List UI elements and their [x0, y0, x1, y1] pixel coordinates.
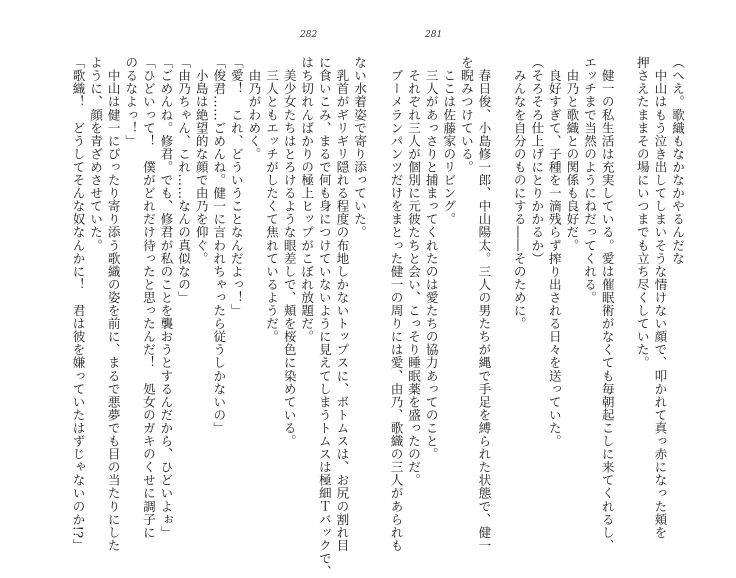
- text-line: 良好すぎて、子種を一滴残らず搾り出される日々を送っていた。: [546, 56, 562, 448]
- text-line: 小島は絶望的な顔で由乃を仰ぐ。: [193, 56, 209, 265]
- text-line: を睨みつけている。: [458, 56, 474, 174]
- text-line: 乳首がギリギリ隠れる程度の布地しかないトップスに、ボトムスは、お尻の割れ目: [334, 56, 350, 552]
- text-line: 美少女たちはとろけるような眼差しで、頬を桜色に染めている。: [281, 56, 297, 448]
- text-line: 「歌織！ どうしてそんな奴なんかに！ 君は彼を嫌っていたはずじゃないのか!?」: [70, 56, 86, 552]
- text-line: エッチまで当然のようにねだってくれる。: [582, 56, 598, 304]
- text-line: [492, 56, 510, 496]
- text-line: 「ひどいって！ 僕がどれだけ待ったと思ったんだ！ 処女のガキのくせに調子に: [140, 56, 156, 539]
- text-line: 三人ともエッチがしたくて焦れているようだ。: [264, 56, 280, 344]
- text-line: 三人があっさりと捕まってくれたのは愛たちの協力あってのこと。: [423, 56, 439, 461]
- text-line: ように、顔を青ざめさせていた。: [88, 56, 104, 252]
- text-line: に食いこみ、まるで何も身につけていないように見えてしまうトムスは極細Ｔバックで、: [316, 56, 332, 578]
- text-line: 「由乃ちゃん、これ……なんの真似なの」: [176, 56, 192, 304]
- text-line: のるなよっ！」: [123, 56, 139, 148]
- text-line: 押さえたままその場にいつまでも立ち尽くしていた。: [634, 56, 650, 370]
- text-line: （へえ。歌織もなかなかやるんだな: [670, 56, 685, 265]
- text-line: 中山は健一にぴったり寄り添う歌織の姿を前に、まるで悪夢でも目の当たりにした: [105, 56, 121, 552]
- text-line: ここは佐藤家のリビング。: [441, 56, 457, 226]
- text-line: それぞれ三人が個別に元彼たちと会い、こっそり睡眠薬を盛ったのだ。: [406, 56, 422, 487]
- text-line: みんなを自分のものにする――そのために。: [511, 56, 527, 331]
- text-line: [616, 56, 634, 496]
- text-line: 中山はもう泣き出してしまいそうな情けない顔で、叩かれて真っ赤になった頬を: [652, 56, 668, 539]
- left-page-text: [34, 56, 368, 578]
- text-line: （そろそろ仕上げにとりかかるか）: [529, 56, 545, 265]
- text-line: 「ごめんね。修君。でも、修君が私のことを襲おうとするんだから、ひどいよぉ」: [158, 56, 174, 539]
- text-line: 「俊君……ごめんね。健一に言われちゃったら従うしかないの」: [211, 56, 227, 435]
- text-line: 健一の私生活は充実している。愛は催眠術がなくても毎朝起こしに来てくれるし、: [599, 56, 615, 552]
- text-line: はち切れんばかりの極上ヒップがこぼれ放題だ。: [299, 56, 315, 344]
- text-line: ない水着姿で寄り添っていた。: [352, 56, 367, 239]
- text-line: 由乃がわめく。: [246, 56, 262, 161]
- left-page-number: 282: [300, 30, 318, 40]
- text-line: 由乃と歌織との関係も良好だ。: [564, 56, 580, 252]
- text-line: 「愛！ これ、どういうことなんだよっ！」: [228, 56, 244, 317]
- text-line: 春日俊、小島修一郎、中山陽太。三人の男たちが縄で手足を縛られた状態で、健一: [476, 56, 492, 552]
- text-line: ブーメランパンツだけをまとった健一の周りには愛、由乃、歌織の三人があられも: [388, 56, 404, 552]
- right-page-text: [388, 56, 686, 552]
- right-page-number: 281: [425, 30, 443, 40]
